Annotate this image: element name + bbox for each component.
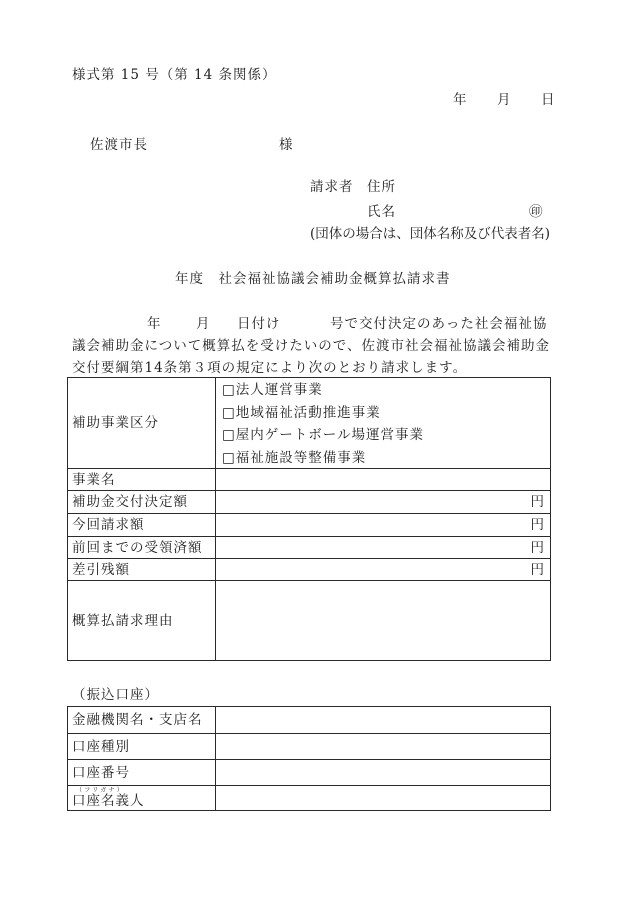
yen-unit: 円 — [530, 539, 544, 556]
body-year-label: 年 — [147, 316, 162, 332]
document-title: 年度 社会福祉協議会補助金概算払請求書 — [175, 271, 451, 287]
requester-note: (団体の場合は、団体名称及び代表者名) — [310, 226, 551, 242]
table-row-account-type — [68, 733, 550, 759]
project-name-label — [68, 469, 216, 490]
category-option-gateball-facility: □屋内ゲートボール場運営事業 — [222, 427, 424, 443]
category-option-welfare-facility: □福祉施設等整備事業 — [222, 449, 367, 466]
account-type-label-text: 口座種別 — [72, 738, 130, 755]
account-holder-label — [68, 786, 216, 810]
date-year-label: 年 — [453, 92, 468, 108]
table-row-project-name — [68, 468, 550, 490]
project-name-field — [216, 469, 550, 490]
remaining-balance-field — [216, 559, 550, 580]
decided-amount-label-text: 補助金交付決定額 — [72, 494, 188, 510]
table-row-current-request — [68, 513, 550, 536]
project-name-label-text: 事業名 — [72, 471, 116, 488]
previously-received-field — [216, 537, 550, 558]
request-reason-label-text: 概算払請求理由 — [72, 612, 174, 629]
body-day-label: 日付け — [237, 316, 281, 332]
bank-branch-label-text: 金融機関名・支店名 — [72, 712, 203, 728]
date-month-label: 月 — [497, 92, 512, 108]
addressee-honorific: 様 — [279, 137, 294, 153]
subsidy-category-options — [216, 378, 550, 468]
decided-amount-field — [216, 491, 550, 513]
previously-received-label-text: 前回までの受領済額 — [72, 539, 203, 556]
request-reason-field — [216, 581, 550, 660]
body-decision-text: 号で交付決定のあった社会福祉協 — [330, 316, 548, 332]
subsidy-category-label-text: 補助事業区分 — [72, 415, 159, 431]
yen-unit: 円 — [530, 517, 544, 533]
previously-received-label — [68, 537, 216, 558]
subsidy-category-label — [68, 378, 216, 468]
table-row-account-holder — [68, 785, 550, 810]
decided-amount-label — [68, 491, 216, 513]
current-request-field — [216, 514, 550, 536]
requester-address-label: 住所 — [367, 179, 396, 195]
account-number-label — [68, 760, 216, 785]
account-holder-furigana: （フリガナ） — [76, 787, 125, 794]
table-row-subsidy-category — [68, 378, 550, 468]
table-row-remaining-balance — [68, 558, 550, 580]
remaining-balance-label-text: 差引残額 — [72, 561, 130, 578]
requester-name-label: 氏名 — [367, 204, 396, 220]
body-text-line-2: 議会補助金について概算払を受けたいので、佐渡市社会福祉協議会補助金 — [72, 338, 550, 354]
category-option-corporate-operation: □法人運営事業 — [222, 382, 323, 398]
date-day-label: 日 — [541, 92, 556, 108]
table-row-account-number — [68, 759, 550, 785]
remaining-balance-label — [68, 559, 216, 580]
current-request-label-text: 今回請求額 — [72, 517, 145, 533]
bank-account-heading: （振込口座） — [72, 687, 159, 703]
table-row-request-reason — [68, 580, 550, 660]
bank-branch-label — [68, 707, 216, 733]
account-holder-field — [216, 786, 550, 810]
yen-unit: 円 — [530, 561, 544, 578]
addressee-name: 佐渡市長 — [90, 137, 148, 153]
yen-unit: 円 — [530, 494, 544, 510]
account-type-label — [68, 734, 216, 759]
table-row-previously-received — [68, 536, 550, 558]
account-type-field — [216, 734, 550, 759]
table-row-decided-amount — [68, 490, 550, 513]
current-request-label — [68, 514, 216, 536]
category-option-community-welfare: □地域福祉活動推進事業 — [222, 404, 381, 421]
body-text-line-3: 交付要綱第14条第３項の規定により次のとおり請求します。 — [72, 360, 468, 376]
request-reason-label — [68, 581, 216, 660]
form-number: 様式第 15 号（第 14 条関係） — [72, 67, 277, 83]
bank-branch-field — [216, 707, 550, 733]
bank-account-table — [67, 706, 551, 811]
table-row-bank-branch — [68, 707, 550, 733]
account-holder-label-text: 口座名義人 — [72, 793, 145, 809]
requester-label: 請求者 — [310, 179, 354, 195]
body-month-label: 月 — [196, 316, 211, 332]
account-number-label-text: 口座番号 — [72, 764, 130, 781]
account-number-field — [216, 760, 550, 785]
request-table — [67, 377, 551, 661]
seal-mark: ㊞ — [529, 204, 544, 220]
